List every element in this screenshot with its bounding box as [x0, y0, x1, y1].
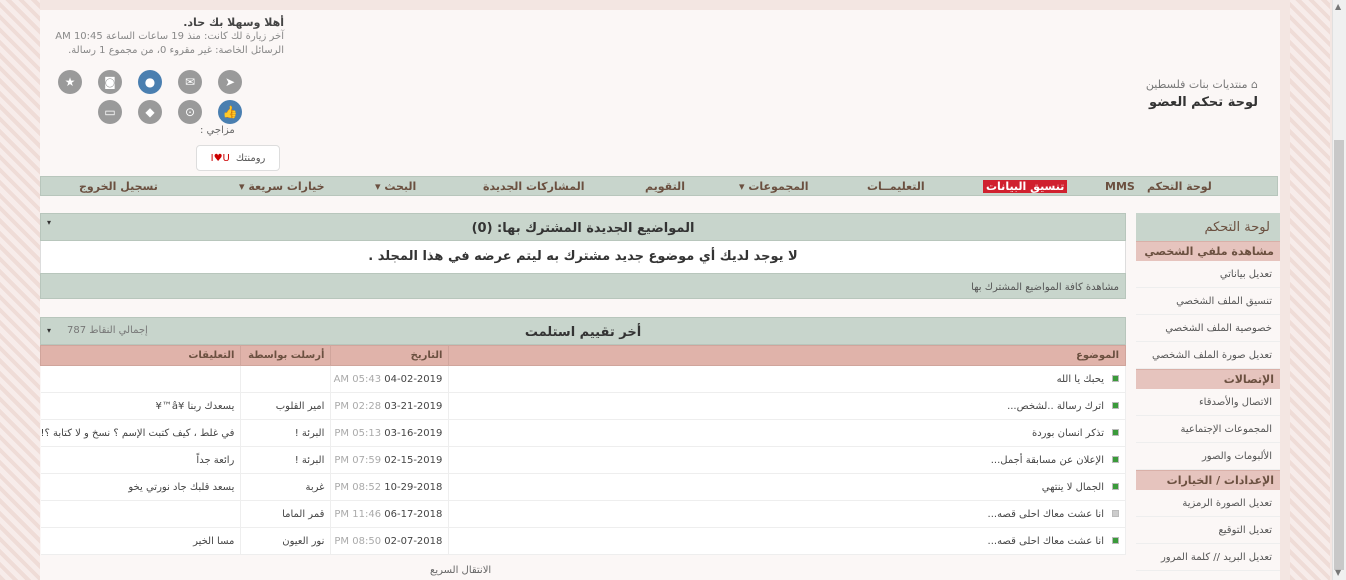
comment-cell	[41, 501, 241, 528]
comment-cell	[41, 366, 241, 393]
sender-cell[interactable]: امير القلوب	[241, 393, 331, 420]
main-navbar	[40, 176, 1278, 196]
rating-icon	[1112, 510, 1119, 517]
table-row	[41, 393, 1126, 420]
topic-cell[interactable]: انا عشت معاك احلى قصه...	[449, 501, 1126, 528]
col-date: التاريخ	[331, 346, 449, 366]
comment-icon[interactable]: ▭	[98, 100, 122, 124]
mail-icon[interactable]: ✉	[178, 70, 202, 94]
date-cell: 03-16-2019 05:13 PM	[331, 420, 449, 447]
date-cell: 02-07-2018 08:50 PM	[331, 528, 449, 555]
chat-icon[interactable]: ◙	[98, 70, 122, 94]
last-visit: آخر زيارة لك كانت: منذ 19 ساعات الساعة 10:45 AM	[55, 31, 284, 42]
sidebar-item[interactable]: تعديل بياناتي	[1136, 261, 1280, 288]
main-content	[40, 213, 1126, 555]
table-row	[41, 447, 1126, 474]
col-topic: الموضوع	[449, 346, 1126, 366]
table-row	[41, 501, 1126, 528]
table-row	[41, 528, 1126, 555]
sidebar-item[interactable]: الاتصال والأصدقاء	[1136, 389, 1280, 416]
sidebar-item[interactable]: تعديل البريد // كلمة المرور	[1136, 544, 1280, 571]
sidebar-item[interactable]: الألبومات والصور	[1136, 443, 1280, 470]
nav-calendar[interactable]: التقويم	[645, 180, 685, 193]
page-background-right	[1290, 0, 1330, 580]
date-cell: 04-02-2019 05:43 AM	[331, 366, 449, 393]
nav-quick-options[interactable]: ▾ خيارات سريعة	[239, 180, 325, 193]
empty-message: لا يوجد لديك أي موضوع جديد مشترك به ليتم عرضه في هذا المجلد .	[40, 241, 1126, 273]
collapse-icon[interactable]: ▾	[47, 218, 52, 227]
nav-format-data[interactable]: تنسيق البيانات	[983, 180, 1067, 193]
table-row	[41, 420, 1126, 447]
ratings-table	[40, 345, 1126, 555]
nav-search[interactable]: ▾ البحث	[375, 180, 417, 193]
date-cell: 10-29-2018 08:52 PM	[331, 474, 449, 501]
topic-cell[interactable]: انا عشت معاك احلى قصه...	[449, 528, 1126, 555]
rating-icon	[1112, 429, 1119, 436]
sidebar-title: لوحة التحكم	[1136, 213, 1280, 241]
rating-icon	[1112, 456, 1119, 463]
quick-jump[interactable]: الانتقال السريع	[430, 565, 492, 576]
nav-groups[interactable]: ▾ المجموعات	[739, 180, 809, 193]
breadcrumb	[1146, 78, 1258, 110]
ratings-total: إجمالي النقاط 787	[67, 325, 148, 336]
sender-cell[interactable]	[241, 366, 331, 393]
subscribed-header	[40, 213, 1126, 241]
sender-cell[interactable]: البرئة !	[241, 420, 331, 447]
sender-cell[interactable]: البرئة !	[241, 447, 331, 474]
page-background-left	[0, 0, 40, 580]
rating-icon	[1112, 537, 1119, 544]
sidebar-section-0[interactable]: مشاهدة ملفي الشخصي	[1136, 241, 1280, 261]
page-title: لوحة تحكم العضو	[1149, 95, 1258, 110]
date-cell: 02-15-2019 07:59 PM	[331, 447, 449, 474]
view-all-subscribed[interactable]: مشاهدة كافة المواضيع المشترك بها	[40, 273, 1126, 299]
topic-cell[interactable]: اترك رسالة ..لشخص...	[449, 393, 1126, 420]
collapse-icon[interactable]: ▾	[47, 326, 52, 335]
star-icon[interactable]: ★	[58, 70, 82, 94]
comment-cell: يسعدك ربنا ¥â™¥	[41, 393, 241, 420]
sender-cell[interactable]: نور العيون	[241, 528, 331, 555]
nav-new-posts[interactable]: المشاركات الجديدة	[483, 180, 585, 193]
sidebar-section-1: الإتصالات	[1136, 369, 1280, 389]
nav-mms[interactable]: MMS	[1105, 180, 1135, 193]
nav-help[interactable]: التعليمــات	[867, 180, 925, 193]
comment-cell: رائعة جداً	[41, 447, 241, 474]
location-icon[interactable]: ⊙	[178, 100, 202, 124]
mood-label: مزاجي :	[200, 125, 235, 136]
scroll-up-icon[interactable]: ▲	[1335, 2, 1342, 11]
sidebar-item[interactable]: خصوصية الملف الشخصي	[1136, 315, 1280, 342]
scrollbar-thumb[interactable]	[1334, 140, 1344, 570]
comment-cell: يسعد قلبك جاد نورتي يخو	[41, 474, 241, 501]
topic-cell[interactable]: تذكر انسان بوردة	[449, 420, 1126, 447]
welcome-panel	[40, 16, 284, 58]
sidebar-section-2: الإعدادات / الخيارات	[1136, 470, 1280, 490]
sidebar-item[interactable]: تعديل الصورة الرمزية	[1136, 490, 1280, 517]
scroll-down-icon[interactable]: ▼	[1335, 568, 1342, 577]
home-icon: ⌂	[1251, 78, 1258, 91]
comment-cell: في غلط ، كيف كتبت الإسم ؟ نسخ و لا كتابة ؟!	[41, 420, 241, 447]
topic-cell[interactable]: الإعلان عن مسابقة أجمل...	[449, 447, 1126, 474]
sender-cell[interactable]: قمر الماما	[241, 501, 331, 528]
date-cell: 03-21-2019 02:28 PM	[331, 393, 449, 420]
sidebar-item[interactable]: المجموعات الإجتماعية	[1136, 416, 1280, 443]
table-row	[41, 474, 1126, 501]
forum-page	[40, 10, 1280, 580]
like-icon[interactable]: 👍	[218, 100, 242, 124]
header	[40, 10, 1280, 175]
ratings-title: أخر تقييم استلمت	[524, 325, 642, 340]
rating-icon	[1112, 483, 1119, 490]
welcome-greeting: أهلا وسهلا بك حاد.	[183, 16, 284, 29]
col-sent-by: أرسلت بواسطة	[241, 346, 331, 366]
rating-icon	[1112, 375, 1119, 382]
sidebar	[1136, 213, 1280, 571]
rating-icon	[1112, 402, 1119, 409]
comment-cell: مسا الخير	[41, 528, 241, 555]
subscribed-title: المواضيع الجديدة المشترك بها: (0)	[471, 221, 695, 236]
date-cell: 06-17-2018 11:46 PM	[331, 501, 449, 528]
topic-cell[interactable]: يحبك يا الله	[449, 366, 1126, 393]
private-messages-status[interactable]: الرسائل الخاصة: غير مقروء 0، من مجموع 1 رسالة.	[68, 45, 284, 56]
ratings-header	[40, 317, 1126, 345]
sender-cell[interactable]: غربة	[241, 474, 331, 501]
profile-icon[interactable]: ●	[138, 70, 162, 94]
nav-logout[interactable]: تسجيل الخروج	[79, 180, 158, 193]
col-comments: التعليقات	[41, 346, 241, 366]
mood-badge[interactable]	[196, 145, 280, 171]
send-icon[interactable]: ➤	[218, 70, 242, 94]
heart-icon: I♥U	[210, 152, 230, 164]
sidebar-item[interactable]: تعديل صورة الملف الشخصي	[1136, 342, 1280, 369]
tag-icon[interactable]: ◆	[138, 100, 162, 124]
topic-cell[interactable]: الجمال لا ينتهي	[449, 474, 1126, 501]
table-row	[41, 366, 1126, 393]
nav-control-panel[interactable]: لوحة التحكم	[1147, 180, 1212, 193]
mood-value: رومنتك	[235, 152, 266, 164]
sidebar-item[interactable]: تنسيق الملف الشخصي	[1136, 288, 1280, 315]
breadcrumb-home[interactable]: ⌂ منتديات بنات فلسطين	[1145, 78, 1258, 91]
sidebar-item[interactable]: تعديل التوقيع	[1136, 517, 1280, 544]
